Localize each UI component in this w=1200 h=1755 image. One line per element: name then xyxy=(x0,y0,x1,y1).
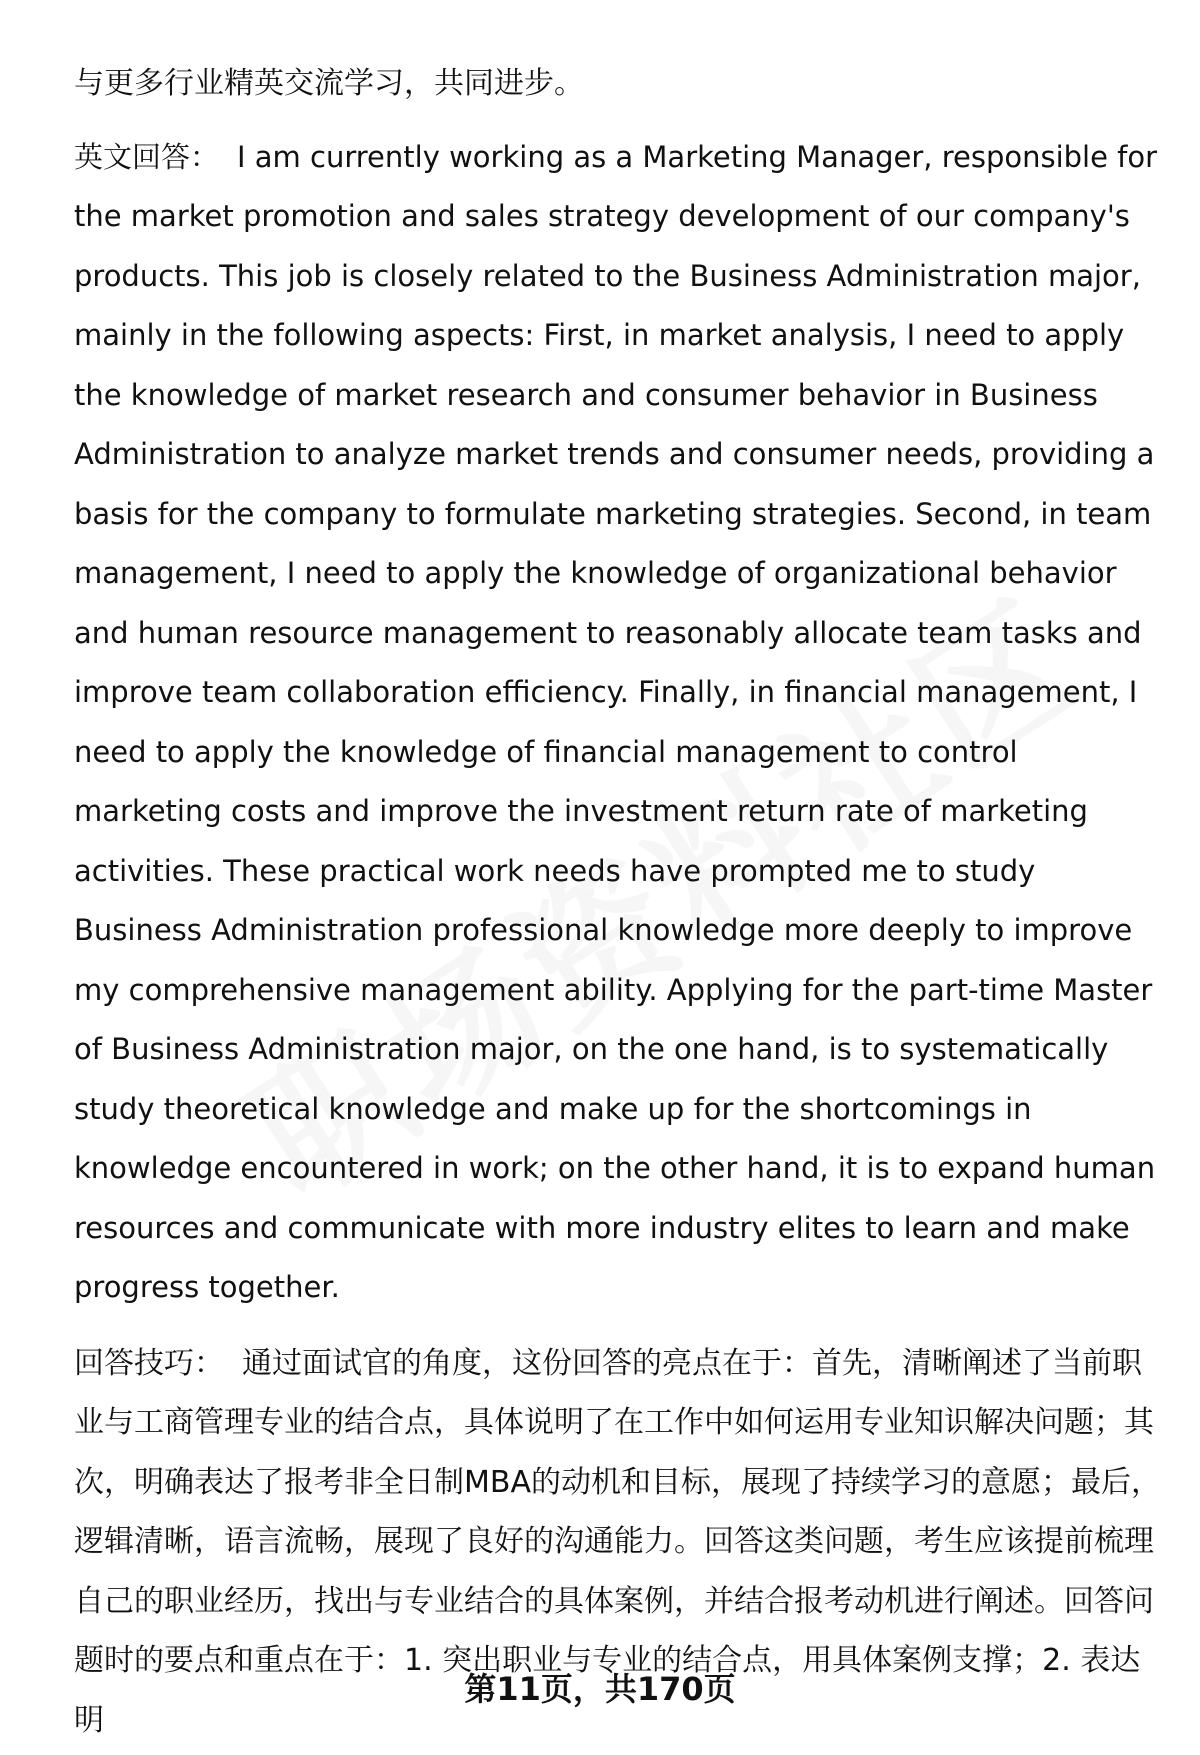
english-answer-label: 英文回答： xyxy=(74,139,220,174)
english-answer-paragraph xyxy=(74,128,1164,1318)
paragraph-continued: 与更多行业精英交流学习，共同进步。 xyxy=(74,66,584,101)
english-answer-text: I am currently working as a Marketing Manager, responsible for the market promotion and sales strategy development of our company's products. This job is closely related to the Business Administration major, mainly in the following aspects: First, in market analysis, I need to apply the knowledge of market research and consumer behavior in Business Administration to analyze market trends and consumer needs, providing a basis for the company to formulate marketing strategies. Second, in team management, I need to apply the knowledge of organizational behavior and human resource management to reasonably allocate team tasks and improve team collaboration efficiency. Finally, in financial management, I need to apply the knowledge of financial management to control marketing costs and improve the investment return rate of marketing activities. These practical work needs have prompted me to study Business Administration professional knowledge more deeply to improve my comprehensive management ability. Applying for the part-time Master of Business Administration major, on the one hand, is to systematically study theoretical knowledge and make up for the shortcomings in knowledge encountered in work; on the other hand, it is to expand human resources and communicate with more industry elites to learn and make progress together. xyxy=(74,139,1158,1304)
answer-tips-label: 回答技巧： xyxy=(74,1345,224,1381)
document-body xyxy=(74,54,1164,1750)
page-number: 第11页，共170页 xyxy=(464,1670,736,1708)
answer-tips-text: 通过面试官的角度，这份回答的亮点在于：首先，清晰阐述了当前职业与工商管理专业的结合点，具体说明了在工作中如何运用专业知识解决问题；其次，明确表达了报考非全日制MBA的动机和目标，展现了持续学习的意愿；最后，逻辑清晰，语言流畅，展现了良好的沟通能力。回答这类问题，考生应该提前梳理自己的职业经历，找出与专业结合的具体案例，并结合报考动机进行阐述。回答问题时的要点和重点在于：1. 突出职业与专业的结合点，用具体案例支撑；2. 表达明 xyxy=(74,1345,1161,1738)
